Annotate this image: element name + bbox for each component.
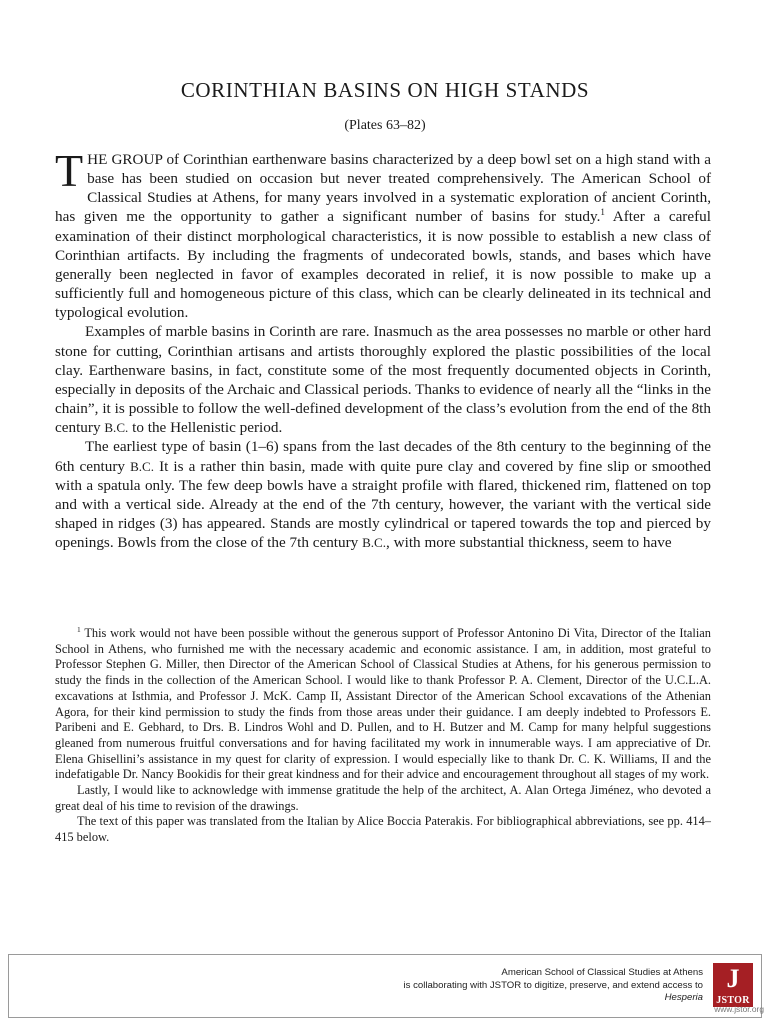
paragraph-3-text-mid: It is a rather thin basin, made with quite pure clay and covered by fine slip or smoothed with a spatula only. The few deep bowls have a straight profile with flared, thickened rim, flattened on top and with a vertical side. Already at the end of the 7th century, however, the variant with the vertical side shaped in ridges (3) has appeared. Stands are mostly cylindrical or tapered towards the top and pierced by openings. Bowls from the close of the 7th century	[55, 457, 711, 552]
drop-cap: T	[55, 145, 84, 196]
footnote-1-para-3: The text of this paper was translated from the Italian by Alice Boccia Paterakis. For bibliographical abbreviations, see pp. 414–415 below.	[55, 814, 711, 845]
plates-reference: (Plates 63–82)	[344, 118, 426, 133]
era-abbrev: B.C.	[130, 458, 155, 474]
paragraph-2	[55, 322, 711, 437]
footnote-marker: 1	[77, 624, 81, 634]
jstor-line-2: is collaborating with JSTOR to digitize, preserve, and extend access to	[403, 979, 703, 991]
jstor-line-1: American School of Classical Studies at Athens	[501, 967, 703, 978]
paragraph-1	[55, 145, 711, 322]
footnotes	[55, 626, 711, 846]
paragraph-1-text-cont: After a careful examination of their distinct morphological characteristics, it is now possible to establish a new class of Corinthian artifacts. By including the fragments of undecorated bowls, stands, and bases which have generally been neglected in favor of examples decorated in relief, it is now possible to make up a sufficiently full and homogeneous picture of this class, which can be clearly delineated in its technical and typological evolution.	[55, 208, 711, 322]
paragraph-3-text: The earliest type of basin (1–6) spans from the last decades of the 8th century to the beginning of the 6th century	[55, 438, 711, 475]
footnote-1	[55, 626, 711, 783]
paragraph-2-text-end: to the Hellenistic period.	[128, 419, 283, 437]
journal-name[interactable]: Hesperia	[664, 992, 703, 1004]
article-body	[55, 145, 711, 552]
footnote-1-para-2: Lastly, I would like to acknowledge with immense gratitude the help of the architect, A. Alan Ortega Jiménez, who devoted a great deal of his time to revision of the drawings.	[55, 783, 711, 813]
jstor-notice	[403, 967, 703, 1005]
era-abbrev: B.C.	[362, 535, 387, 551]
jstor-logo-icon[interactable]	[713, 963, 753, 1007]
article-title: CORINTHIAN BASINS ON HIGH STANDS	[180, 78, 590, 102]
paragraph-2-text: Examples of marble basins in Corinth are rare. Inasmuch as the area possesses no marble or other hard stone for cutting, Corinthian artisans and artists thoroughly explored the plastic possibilities of the local clay. Earthenware basins, in fact, constitute some of the most frequently documented objects in Corinth, especially in deposits of the Archaic and Classical periods. Thanks to evidence of nearly all the “links in the chain”, it is possible to follow the well-defined development of the class’s evolution from the end of the 8th century	[55, 323, 711, 437]
era-abbrev: B.C.	[104, 420, 129, 436]
paragraph-1-text: HE GROUP of Corinthian earthenware basins characterized by a deep bowl set on a high stand with a base has been studied on occasion but never treated comprehensively. The American School of Classical Studies at Athens, for many years involved in a systematic exploration of ancient Corinth, has given me the opportunity to gather a significant number of basins for study.	[55, 151, 711, 226]
footnote-ref-1[interactable]: 1	[600, 207, 605, 218]
jstor-logo-mark: J	[726, 964, 740, 993]
footnote-1-text: This work would not have been possible without the generous support of Professor Antonino Di Vita, Director of the Italian School in Athens, who furnished me with the necessary academic and economic assistance. I am, in addition, most grateful to Professor Stephen G. Miller, then Director of the American School of Classical Studies at Athens, for his generous permission to study the finds in the collection of the American School. I would like to thank Professor P. A. Clement, Director of the U.C.L.A. excavations at Isthmia, and Professor J. McK. Camp II, Assistant Director of the American School excavations of the Athenian Agora, for their kind permission to study the finds from those areas under their guidance. I am deeply indebted to Professors E. Paribeni and E. Gebhard, to Drs. B. Lindros Wohl and D. Pullen, and to H. Butzer and M. Camp for many helpful suggestions gleaned from numerous fruitful conversations and for having facilitated my work in innumerable ways. I am appreciative of Dr. Elena Ghisellini’s assistance in my quest for clarity of expression. I would especially like to thank Dr. C. K. Williams, II and the indefatigable Dr. Nancy Bookidis for their great kindness and for their advice and encouragement throughout all stages of my work.	[55, 626, 711, 782]
jstor-logo-word: JSTOR	[713, 995, 753, 1006]
jstor-banner[interactable]	[8, 954, 762, 1018]
paragraph-3	[55, 437, 711, 552]
paragraph-3-text-end: , with more substantial thickness, seem to have	[386, 534, 672, 552]
jstor-url[interactable]: www.jstor.org	[714, 1004, 764, 1014]
